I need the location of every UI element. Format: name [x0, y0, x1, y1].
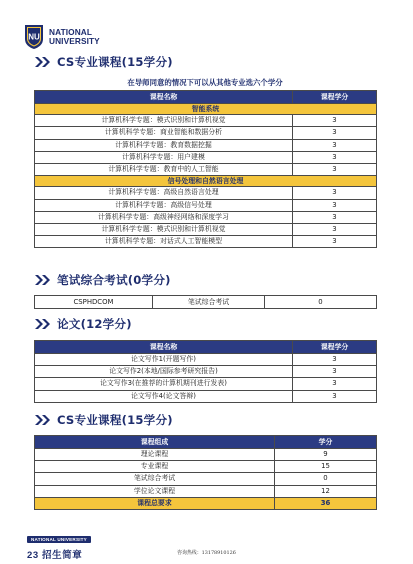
section1-title: CS专业课程(15学分): [57, 55, 173, 69]
header-credit: 学分: [275, 436, 377, 449]
table-row: [35, 473, 377, 485]
table-row: [35, 354, 377, 366]
part-cell: 专业课程: [35, 461, 275, 473]
table-row: [35, 115, 377, 127]
exam-name-cell: 笔试综合考试: [153, 296, 265, 309]
section2-title: 笔试综合考试(0学分): [57, 273, 171, 287]
table-row: [35, 151, 377, 163]
total-label: 课程总要求: [35, 497, 275, 509]
category-row: [35, 104, 377, 115]
course-cell: 计算机科学专题：高级自然语言处理: [35, 187, 293, 199]
table-header-row: [35, 91, 377, 104]
svg-text:NU: NU: [28, 32, 40, 42]
part-cell: 理论课程: [35, 449, 275, 461]
category-label: 智能系统: [35, 104, 377, 115]
table-header-row: [35, 436, 377, 449]
exam-table: [34, 295, 377, 309]
credit-cell: 3: [293, 163, 377, 175]
course-cell: 计算机科学专题：对话式人工智能模型: [35, 236, 293, 248]
table-row: [35, 296, 377, 309]
credit-cell: 3: [293, 211, 377, 223]
credit-cell: 3: [293, 223, 377, 235]
elective-note: 在导师同意的情况下可以从其他专业选六个学分: [127, 78, 283, 87]
table-row: [35, 211, 377, 223]
total-row: [35, 497, 377, 509]
header-course-name: 课程名称: [35, 341, 293, 354]
credit-cell: 3: [293, 199, 377, 211]
header-part: 课程组成: [35, 436, 275, 449]
table-row: [35, 223, 377, 235]
credit-cell: 0: [275, 473, 377, 485]
section1-heading: [34, 54, 173, 70]
table-row: [35, 461, 377, 473]
header-course-name: 课程名称: [35, 91, 293, 104]
section2-heading: [34, 272, 171, 288]
table-header-row: [35, 341, 377, 354]
credit-cell: 15: [275, 461, 377, 473]
table-row: [35, 236, 377, 248]
table-row: [35, 139, 377, 151]
double-chevron-icon: [34, 274, 52, 286]
credit-cell: 9: [275, 449, 377, 461]
credit-cell: 3: [293, 139, 377, 151]
part-cell: 笔试综合考试: [35, 473, 275, 485]
double-chevron-icon: [34, 318, 52, 330]
credit-cell: 3: [293, 127, 377, 139]
header-credit: 课程学分: [293, 91, 377, 104]
credit-cell: 12: [275, 485, 377, 497]
double-chevron-icon: [34, 56, 52, 68]
logo-line1: NATIONAL: [49, 27, 93, 37]
university-logo: [24, 24, 100, 50]
section4-heading: [34, 412, 173, 428]
course-cell: 论文写作2(本地/国际参考研究报告): [35, 366, 293, 378]
credit-cell: 3: [293, 115, 377, 127]
table-row: [35, 390, 377, 402]
course-cell: 计算机科学专题：模式识别和计算机视觉: [35, 115, 293, 127]
credit-cell: 3: [293, 236, 377, 248]
section3-title: 论文(12学分): [57, 317, 132, 331]
course-cell: 计算机科学专题：教育中的人工智能: [35, 163, 293, 175]
table-row: [35, 187, 377, 199]
course-cell: 论文写作1(开题写作): [35, 354, 293, 366]
course-cell: 计算机科学专题：用户建模: [35, 151, 293, 163]
course-cell: 论文写作3(在推荐的计算机期刊进行发表): [35, 378, 293, 390]
crest-icon: [24, 24, 44, 50]
table-row: [35, 485, 377, 497]
header-credit: 课程学分: [293, 341, 377, 354]
hotline-text: 咨询热线：13178910126: [177, 550, 236, 556]
double-chevron-icon: [34, 414, 52, 426]
credit-cell: 3: [293, 354, 377, 366]
course-cell: 计算机科学专题：模式识别和计算机视觉: [35, 223, 293, 235]
credit-cell: 3: [293, 151, 377, 163]
credit-cell: 3: [293, 378, 377, 390]
course-cell: 计算机科学专题：教育数据挖掘: [35, 139, 293, 151]
section4-title: CS专业课程(15学分): [57, 413, 173, 427]
footer-tag: NATIONAL UNIVERSITY: [27, 536, 91, 543]
footer-brand-text: 23 招生简章: [27, 550, 83, 561]
course-cell: 计算机科学专题：高级信号处理: [35, 199, 293, 211]
credit-cell: 3: [293, 390, 377, 402]
table-row: [35, 449, 377, 461]
credit-cell: 3: [293, 366, 377, 378]
credit-cell: 0: [265, 296, 377, 309]
course-cell: 论文写作4(论文答辩): [35, 390, 293, 402]
thesis-table: [34, 340, 377, 403]
table-row: [35, 127, 377, 139]
cs-courses-table: [34, 90, 377, 248]
table-row: [35, 378, 377, 390]
course-cell: 计算机科学专题：商业智能和数据分析: [35, 127, 293, 139]
logo-line2: UNIVERSITY: [49, 36, 100, 46]
category-row: [35, 176, 377, 187]
section3-heading: [34, 316, 132, 332]
course-cell: 计算机科学专题：高级神经网络和深度学习: [35, 211, 293, 223]
part-cell: 学位论文课程: [35, 485, 275, 497]
table-row: [35, 366, 377, 378]
credit-cell: 3: [293, 187, 377, 199]
exam-code-cell: CSPHDCOM: [35, 296, 153, 309]
credit-summary-table: [34, 435, 377, 510]
total-credit: 36: [275, 497, 377, 509]
table-row: [35, 199, 377, 211]
category-label: 信号处理和自然语言处理: [35, 176, 377, 187]
table-row: [35, 163, 377, 175]
